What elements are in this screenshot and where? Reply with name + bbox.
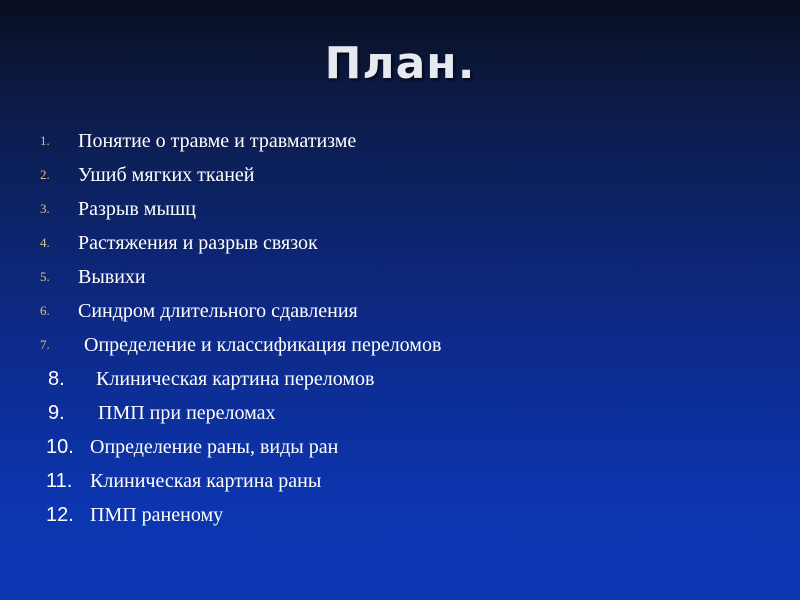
plan-list: [40, 124, 780, 532]
list-number: 12.: [46, 503, 74, 526]
list-item: [40, 124, 780, 158]
list-item: [40, 464, 780, 498]
list-item: [40, 226, 780, 260]
list-item-text: ПМП раненому: [90, 503, 224, 526]
list-number: 4.: [40, 235, 50, 250]
list-item-text: Ушиб мягких тканей: [78, 163, 255, 186]
list-item-text: Клиническая картина переломов: [96, 367, 375, 390]
list-number: 9.: [48, 401, 65, 424]
list-item-text: Клиническая картина раны: [90, 469, 322, 492]
list-number: 3.: [40, 201, 50, 216]
list-item-text: Вывихи: [78, 265, 146, 288]
list-number: 5.: [40, 269, 50, 284]
list-item: [40, 396, 780, 430]
list-number: 10.: [46, 435, 74, 458]
list-item-text: ПМП при переломах: [98, 401, 276, 424]
list-item-text: Понятие о травме и травматизме: [78, 129, 357, 152]
list-item-text: Определение и классификация переломов: [84, 333, 442, 356]
list-item-text: Разрыв мышц: [78, 197, 196, 220]
list-item: [40, 158, 780, 192]
list-item: [40, 192, 780, 226]
list-item-text: Синдром длительного сдавления: [78, 299, 358, 322]
list-item: [40, 430, 780, 464]
list-item-text: Определение раны, виды ран: [90, 435, 339, 458]
list-number: 6.: [40, 303, 50, 318]
list-number: 11.: [46, 469, 73, 492]
list-number: 8.: [48, 367, 65, 390]
list-item: [40, 328, 780, 362]
list-number: 2.: [40, 167, 50, 182]
list-item-text: Растяжения и разрыв связок: [78, 231, 318, 254]
list-item: [40, 260, 780, 294]
slide-title: План.: [324, 38, 476, 89]
list-item: [40, 498, 780, 532]
list-item: [40, 362, 780, 396]
list-number: 1.: [40, 133, 50, 148]
list-number: 7.: [40, 337, 50, 352]
list-item: [40, 294, 780, 328]
